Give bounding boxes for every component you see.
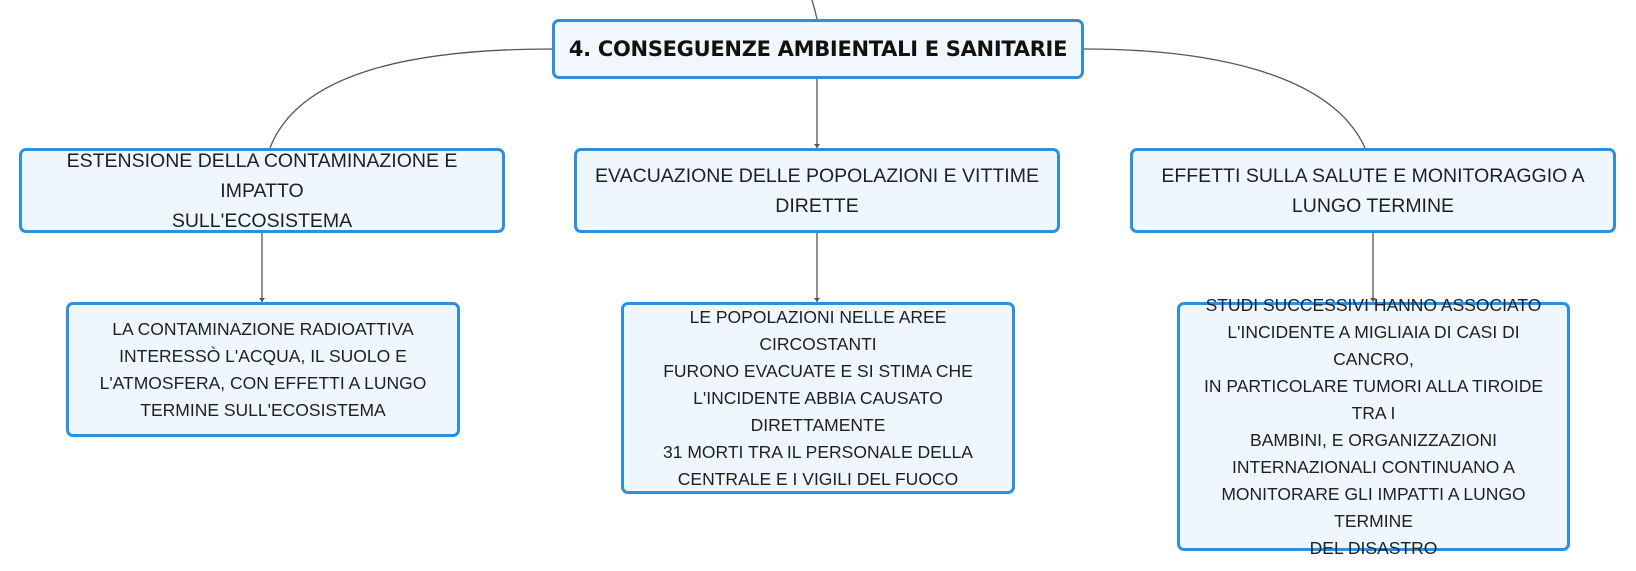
detail-node-text: STUDI SUCCESSIVI HANNO ASSOCIATO L'INCIDENTE A MIGLIAIA DI CASI DI CANCRO, IN PARTICOLARE TUMORI ALLA TIROIDE TRA I BAMBINI, E ORGANIZZAZIONI INTERNAZIONALI CONTINUANO A MONITORARE GLI IMPATTI A LUNGO TERMINE DEL DISASTRO	[1203, 294, 1544, 558]
branch-node-contamination[interactable]	[19, 148, 505, 233]
connector-root-branch-3	[1084, 49, 1365, 148]
branch-node-label: EFFETTI SULLA SALUTE E MONITORAGGIO A LUNGO TERMINE	[1161, 164, 1585, 217]
connector-root-branch-1	[270, 49, 552, 148]
detail-node-text: LA CONTAMINAZIONE RADIOATTIVA INTERESSÒ L'ACQUA, IL SUOLO E L'ATMOSFERA, CON EFFETTI A LUNGO TERMINE SULL'ECOSISTEMA	[99, 318, 427, 420]
detail-node-evacuation[interactable]	[621, 302, 1015, 494]
detail-node-health-effects[interactable]	[1177, 294, 1570, 558]
branch-node-label: EVACUAZIONE DELLE POPOLAZIONI E VITTIME DIRETTE	[595, 164, 1039, 217]
detail-node-contamination[interactable]	[66, 302, 460, 437]
branch-node-health-effects[interactable]	[1130, 148, 1616, 233]
root-node[interactable]	[552, 19, 1084, 79]
branch-node-label: ESTENSIONE DELLA CONTAMINAZIONE E IMPATTO SULL'ECOSISTEMA	[66, 149, 458, 232]
incoming-connector	[812, 0, 817, 19]
root-node-label: 4. CONSEGUENZE AMBIENTALI E SANITARIE	[568, 37, 1068, 61]
detail-node-text: LE POPOLAZIONI NELLE AREE CIRCOSTANTI FURONO EVACUATE E SI STIMA CHE L'INCIDENTE ABBIA CAUSATO DIRETTAMENTE 31 MORTI TRA IL PERSONALE DELLA CENTRALE E I VIGILI DEL FUOCO	[663, 306, 973, 489]
branch-node-evacuation[interactable]	[574, 148, 1060, 233]
